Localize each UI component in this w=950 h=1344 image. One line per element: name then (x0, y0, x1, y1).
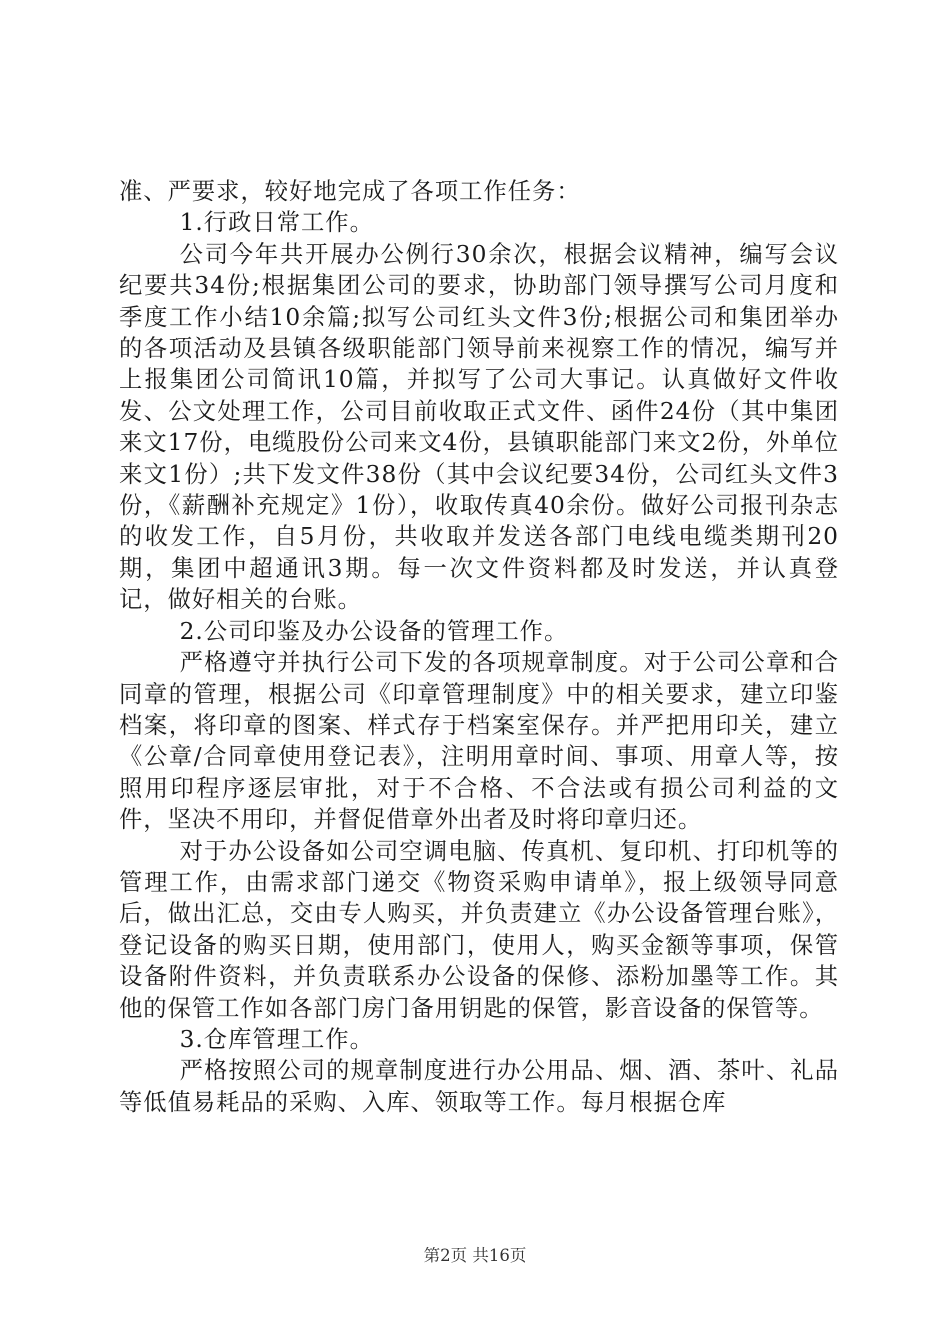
section-heading-3: 3.仓库管理工作。 (179, 1025, 374, 1053)
paragraph-1: 准、严要求，较好地完成了各项工作任务： (119, 178, 581, 205)
section-heading-1: 1.行政日常工作。 (179, 209, 374, 237)
paragraph-3: 严格遵守并执行公司下发的各项规章制度。对于公司公章和合同章的管理，根据公司《印章管理制度》中的相关要求，建立印鉴档案，将印章的图案、样式存于档案室保存。并严把用印关，建立《公章/合同章使用登记表》，注明用章时间、事项、用章人等，按照用印程序逐层审批，对于不合格、不合法或有损公司利益的文件，坚决不用印，并督促借章外出者及时将印章归还。 (119, 649, 839, 834)
paragraph-4: 对于办公设备如公司空调电脑、传真机、复印机、打印机等的管理工作，由需求部门递交《物资采购申请单》，报上级领导同意后，做出汇总，交由专人购买，并负责建立《办公设备管理台账》，登记设备的购买日期，使用部门，使用人，购买金额等事项，保管设备附件资料，并负责联系办公设备的保修、添粉加墨等工作。其他的保管工作如各部门房门备用钥匙的保管，影音设备的保管等。 (119, 837, 839, 1022)
section-heading-2: 2.公司印鉴及办公设备的管理工作。 (179, 617, 569, 645)
paragraph-2: 公司今年共开展办公例行30余次，根据会议精神，编写会议纪要共34份;根据集团公司的要求，协助部门领导撰写公司月度和季度工作小结10余篇;拟写公司红头文件3份;根据公司和集团举办的各项活动及县镇各级职能部门领导前来视察工作的情况，编写并上报集团公司简讯10篇，并拟写了公司大事记。认真做好文件收发、公文处理工作，公司目前收取正式文件、函件24份（其中集团来文17份，电缆股份公司来文4份，县镇职能部门来文2份，外单位来文1份）;共下发文件38份（其中会议纪要34份，公司红头文件3份，《薪酬补充规定》1份），收取传真40余份。做好公司报刊杂志的收发工作，自5月份，共收取并发送各部门电线电缆类期刊20期，集团中超通讯3期。每一次文件资料都及时发送，并认真登记，做好相关的台账。 (119, 240, 839, 614)
paragraph-5: 严格按照公司的规章制度进行办公用品、烟、酒、茶叶、礼品等低值易耗品的采购、入库、领取等工作。每月根据仓库 (119, 1057, 839, 1116)
page-number-footer: 第2页 共16页 (423, 1246, 527, 1265)
document-body (119, 176, 839, 1118)
